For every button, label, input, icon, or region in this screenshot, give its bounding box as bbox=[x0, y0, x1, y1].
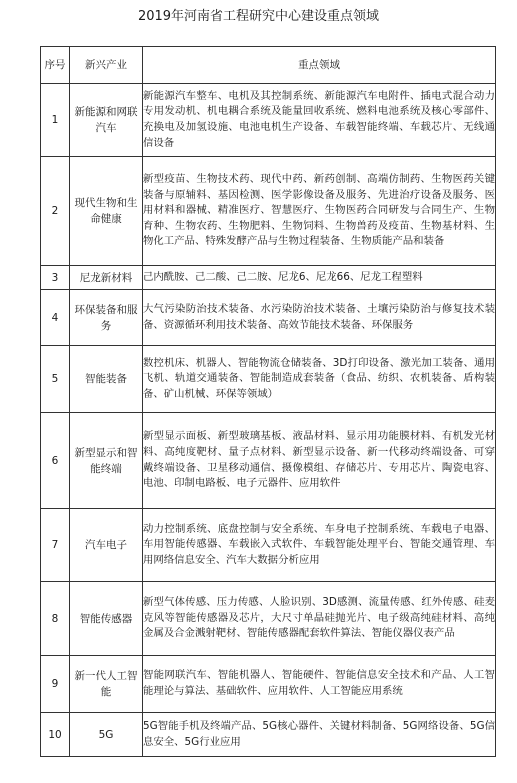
table-row bbox=[41, 582, 496, 656]
header-industry: 新兴产业 bbox=[70, 47, 143, 84]
header-focus: 重点领域 bbox=[143, 47, 496, 84]
table-row bbox=[41, 266, 496, 290]
table-row bbox=[41, 290, 496, 346]
row-industry: 新一代人工智能 bbox=[70, 656, 143, 713]
row-no: 7 bbox=[41, 509, 70, 582]
table-row bbox=[41, 713, 496, 757]
table-row bbox=[41, 346, 496, 413]
row-focus: 新型疫苗、生物技术药、现代中药、新药创制、高端仿制药、生物医药关键装备与原辅料、基因检测、医学影像设备及服务、先进治疗设备及服务、医用材料和器械、精准医疗、智慧医疗、生物医药合同研发与合同生产、生物育种、生物农药、生物肥料、生物饲料、生物兽药及疫苗、生物基材料、生物化工产品、特殊发酵产品与生物过程装备、生物质能产品和装备 bbox=[143, 157, 496, 266]
row-no: 3 bbox=[41, 266, 70, 290]
row-no: 4 bbox=[41, 290, 70, 346]
table-row bbox=[41, 84, 496, 157]
table-row bbox=[41, 157, 496, 266]
focus-areas-table bbox=[40, 46, 496, 757]
row-no: 1 bbox=[41, 84, 70, 157]
row-focus: 5G智能手机及终端产品、5G核心器件、关键材料制备、5G网络设备、5G信息安全、5G行业应用 bbox=[143, 713, 496, 757]
row-focus: 大气污染防治技术装备、水污染防治技术装备、土壤污染防治与修复技术装备、资源循环利用技术装备、高效节能技术装备、环保服务 bbox=[143, 290, 496, 346]
table-header-row bbox=[41, 47, 496, 84]
row-industry: 新能源和网联汽车 bbox=[70, 84, 143, 157]
row-industry: 尼龙新材料 bbox=[70, 266, 143, 290]
header-no: 序号 bbox=[41, 47, 70, 84]
table-row bbox=[41, 509, 496, 582]
row-focus: 智能网联汽车、智能机器人、智能硬件、智能信息安全技术和产品、人工智能理论与算法、基础软件、应用软件、人工智能应用系统 bbox=[143, 656, 496, 713]
row-industry: 新型显示和智能终端 bbox=[70, 413, 143, 509]
row-focus: 新型显示面板、新型玻璃基板、液晶材料、显示用功能膜材料、有机发光材料、高纯度靶材、量子点材料、新型显示设备、新一代移动终端设备、可穿戴终端设备、卫星移动通信、摄像模组、存储芯片、专用芯片、陶瓷电容、电池、印制电路板、电子元器件、应用软件 bbox=[143, 413, 496, 509]
row-no: 6 bbox=[41, 413, 70, 509]
row-no: 5 bbox=[41, 346, 70, 413]
row-industry: 汽车电子 bbox=[70, 509, 143, 582]
row-industry: 智能传感器 bbox=[70, 582, 143, 656]
row-no: 10 bbox=[41, 713, 70, 757]
row-focus: 新型气体传感、压力传感、人脸识别、3D感测、流量传感、红外传感、硅麦克风等智能传感器及芯片，大尺寸单晶硅抛光片、电子级高纯硅材料、高纯金属及合金溅射靶材、智能传感器配套软件算法、智能仪器仪表产品 bbox=[143, 582, 496, 656]
row-industry: 现代生物和生命健康 bbox=[70, 157, 143, 266]
row-industry: 智能装备 bbox=[70, 346, 143, 413]
row-industry: 5G bbox=[70, 713, 143, 757]
row-focus: 新能源汽车整车、电机及其控制系统、新能源汽车电附件、插电式混合动力专用发动机、机电耦合系统及能量回收系统、燃料电池系统及核心零部件、充换电及加氢设施、电池电机生产设备、车载智能终端、车载芯片、无线通信设备 bbox=[143, 84, 496, 157]
row-focus: 动力控制系统、底盘控制与安全系统、车身电子控制系统、车载电子电器、车用智能传感器、车载嵌入式软件、车载智能处理平台、智能交通管理、车用网络信息安全、汽车大数据分析应用 bbox=[143, 509, 496, 582]
table-row bbox=[41, 413, 496, 509]
row-no: 8 bbox=[41, 582, 70, 656]
row-focus: 数控机床、机器人、智能物流仓储装备、3D打印设备、激光加工装备、通用飞机、轨道交通装备、智能制造成套装备（食品、纺织、农机装备、盾构装备、矿山机械、环保等领域） bbox=[143, 346, 496, 413]
row-no: 2 bbox=[41, 157, 70, 266]
row-industry: 环保装备和服务 bbox=[70, 290, 143, 346]
table-row bbox=[41, 656, 496, 713]
document-title: 2019年河南省工程研究中心建设重点领域 bbox=[137, 9, 380, 24]
row-no: 9 bbox=[41, 656, 70, 713]
row-focus: 己内酰胺、己二酸、己二胺、尼龙6、尼龙66、尼龙工程塑料 bbox=[143, 266, 496, 290]
